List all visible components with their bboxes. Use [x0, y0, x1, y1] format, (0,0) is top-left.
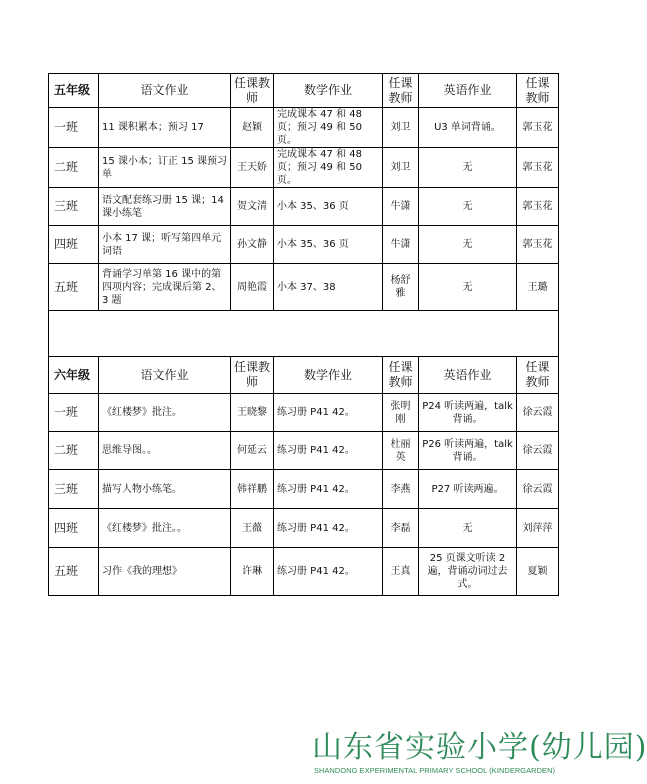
- table-row: [49, 226, 559, 264]
- math-teacher: 王真: [383, 548, 419, 596]
- class-name: 三班: [49, 470, 99, 509]
- grade5-header-row: [49, 74, 559, 108]
- grade-title: 五年级: [49, 74, 99, 108]
- chinese-homework: 思维导图。。: [99, 432, 231, 470]
- english-homework: 无: [419, 226, 517, 264]
- math-homework: 练习册 P41 42。: [274, 470, 383, 509]
- column-header: 数学作业: [274, 357, 383, 394]
- chinese-homework: 描写人物小练笔。: [99, 470, 231, 509]
- class-name: 一班: [49, 394, 99, 432]
- math-homework: 小本 35、36 页: [274, 226, 383, 264]
- table-row: [49, 188, 559, 226]
- english-homework: 无: [419, 509, 517, 548]
- table-row: [49, 394, 559, 432]
- chinese-homework: 《红楼梦》批注。。: [99, 509, 231, 548]
- class-name: 三班: [49, 188, 99, 226]
- chinese-homework: 背诵学习单第 16 课中的第四项内容；完成课后第 2、3 题: [99, 264, 231, 311]
- column-header: 任课教师: [517, 74, 559, 108]
- math-teacher: 牛潇: [383, 226, 419, 264]
- chinese-homework: 小本 17 课；听写第四单元词语: [99, 226, 231, 264]
- chinese-homework: 语文配套练习册 15 课；14 课小练笔: [99, 188, 231, 226]
- chinese-teacher: 何延云: [231, 432, 274, 470]
- column-header: 任课教师: [231, 74, 274, 108]
- math-teacher: 张明刚: [383, 394, 419, 432]
- homework-table: [48, 73, 559, 596]
- section-spacer: [49, 311, 559, 357]
- column-header: 数学作业: [274, 74, 383, 108]
- math-teacher: 牛潇: [383, 188, 419, 226]
- column-header: 任课教师: [517, 357, 559, 394]
- math-homework: 完成课本 47 和 48 页；预习 49 和 50 页。: [274, 148, 383, 188]
- grade-title: 六年级: [49, 357, 99, 394]
- class-name: 五班: [49, 264, 99, 311]
- english-teacher: 郭玉花: [517, 188, 559, 226]
- class-name: 一班: [49, 108, 99, 148]
- chinese-teacher: 王晓黎: [231, 394, 274, 432]
- column-header: 语文作业: [99, 74, 231, 108]
- english-teacher: 王璐: [517, 264, 559, 311]
- column-header: 任课教师: [231, 357, 274, 394]
- math-homework: 小本 37、38: [274, 264, 383, 311]
- class-name: 二班: [49, 148, 99, 188]
- chinese-homework: 《红楼梦》批注。: [99, 394, 231, 432]
- math-teacher: 刘卫: [383, 148, 419, 188]
- english-homework: P26 听读两遍，talk 背诵。: [419, 432, 517, 470]
- chinese-teacher: 贺文清: [231, 188, 274, 226]
- class-name: 四班: [49, 509, 99, 548]
- class-name: 二班: [49, 432, 99, 470]
- chinese-teacher: 许琳: [231, 548, 274, 596]
- chinese-teacher: 王薇: [231, 509, 274, 548]
- math-teacher: 李燕: [383, 470, 419, 509]
- column-header: 任课教师: [383, 74, 419, 108]
- english-teacher: 郭玉花: [517, 108, 559, 148]
- math-teacher: 杜丽英: [383, 432, 419, 470]
- english-homework: 无: [419, 264, 517, 311]
- english-teacher: 郭玉花: [517, 226, 559, 264]
- english-homework: 25 页课文听读 2 遍，背诵动词过去式。: [419, 548, 517, 596]
- math-homework: 练习册 P41 42。: [274, 509, 383, 548]
- math-teacher: 李磊: [383, 509, 419, 548]
- column-header: 任课教师: [383, 357, 419, 394]
- english-teacher: 徐云霞: [517, 394, 559, 432]
- english-homework: U3 单词背诵。: [419, 108, 517, 148]
- section-spacer-row: [49, 311, 559, 357]
- class-name: 五班: [49, 548, 99, 596]
- english-teacher: 夏颖: [517, 548, 559, 596]
- english-homework: P27 听读两遍。: [419, 470, 517, 509]
- table-row: [49, 509, 559, 548]
- table-row: [49, 264, 559, 311]
- column-header: 英语作业: [419, 74, 517, 108]
- chinese-teacher: 韩祥鹏: [231, 470, 274, 509]
- chinese-teacher: 孙文静: [231, 226, 274, 264]
- school-name-chinese: 山东省实验小学(幼儿园): [312, 730, 647, 765]
- chinese-homework: 15 课小本；订正 15 课预习单: [99, 148, 231, 188]
- english-teacher: 郭玉花: [517, 148, 559, 188]
- school-name-english: SHANDONG EXPERIMENTAL PRIMARY SCHOOL (KINDERGARDEN): [314, 766, 556, 775]
- math-teacher: 刘卫: [383, 108, 419, 148]
- math-homework: 练习册 P41 42。: [274, 394, 383, 432]
- column-header: 英语作业: [419, 357, 517, 394]
- chinese-teacher: 赵颖: [231, 108, 274, 148]
- english-homework: 无: [419, 188, 517, 226]
- english-teacher: 徐云霞: [517, 470, 559, 509]
- grade6-header-row: [49, 357, 559, 394]
- chinese-homework: 习作《我的理想》: [99, 548, 231, 596]
- math-homework: 小本 35、36 页: [274, 188, 383, 226]
- column-header: 语文作业: [99, 357, 231, 394]
- math-teacher: 杨舒雅: [383, 264, 419, 311]
- math-homework: 练习册 P41 42。: [274, 548, 383, 596]
- math-homework: 练习册 P41 42。: [274, 432, 383, 470]
- chinese-teacher: 王天娇: [231, 148, 274, 188]
- math-homework: 完成课本 47 和 48 页；预习 49 和 50 页。: [274, 108, 383, 148]
- table-row: [49, 432, 559, 470]
- chinese-teacher: 周艳霞: [231, 264, 274, 311]
- english-homework: P24 听读两遍，talk 背诵。: [419, 394, 517, 432]
- english-teacher: 刘萍萍: [517, 509, 559, 548]
- english-teacher: 徐云霞: [517, 432, 559, 470]
- school-logo: [312, 730, 647, 779]
- class-name: 四班: [49, 226, 99, 264]
- chinese-homework: 11 课积累本；预习 17: [99, 108, 231, 148]
- table-row: [49, 108, 559, 148]
- table-row: [49, 470, 559, 509]
- table-row: [49, 548, 559, 596]
- table-row: [49, 148, 559, 188]
- english-homework: 无: [419, 148, 517, 188]
